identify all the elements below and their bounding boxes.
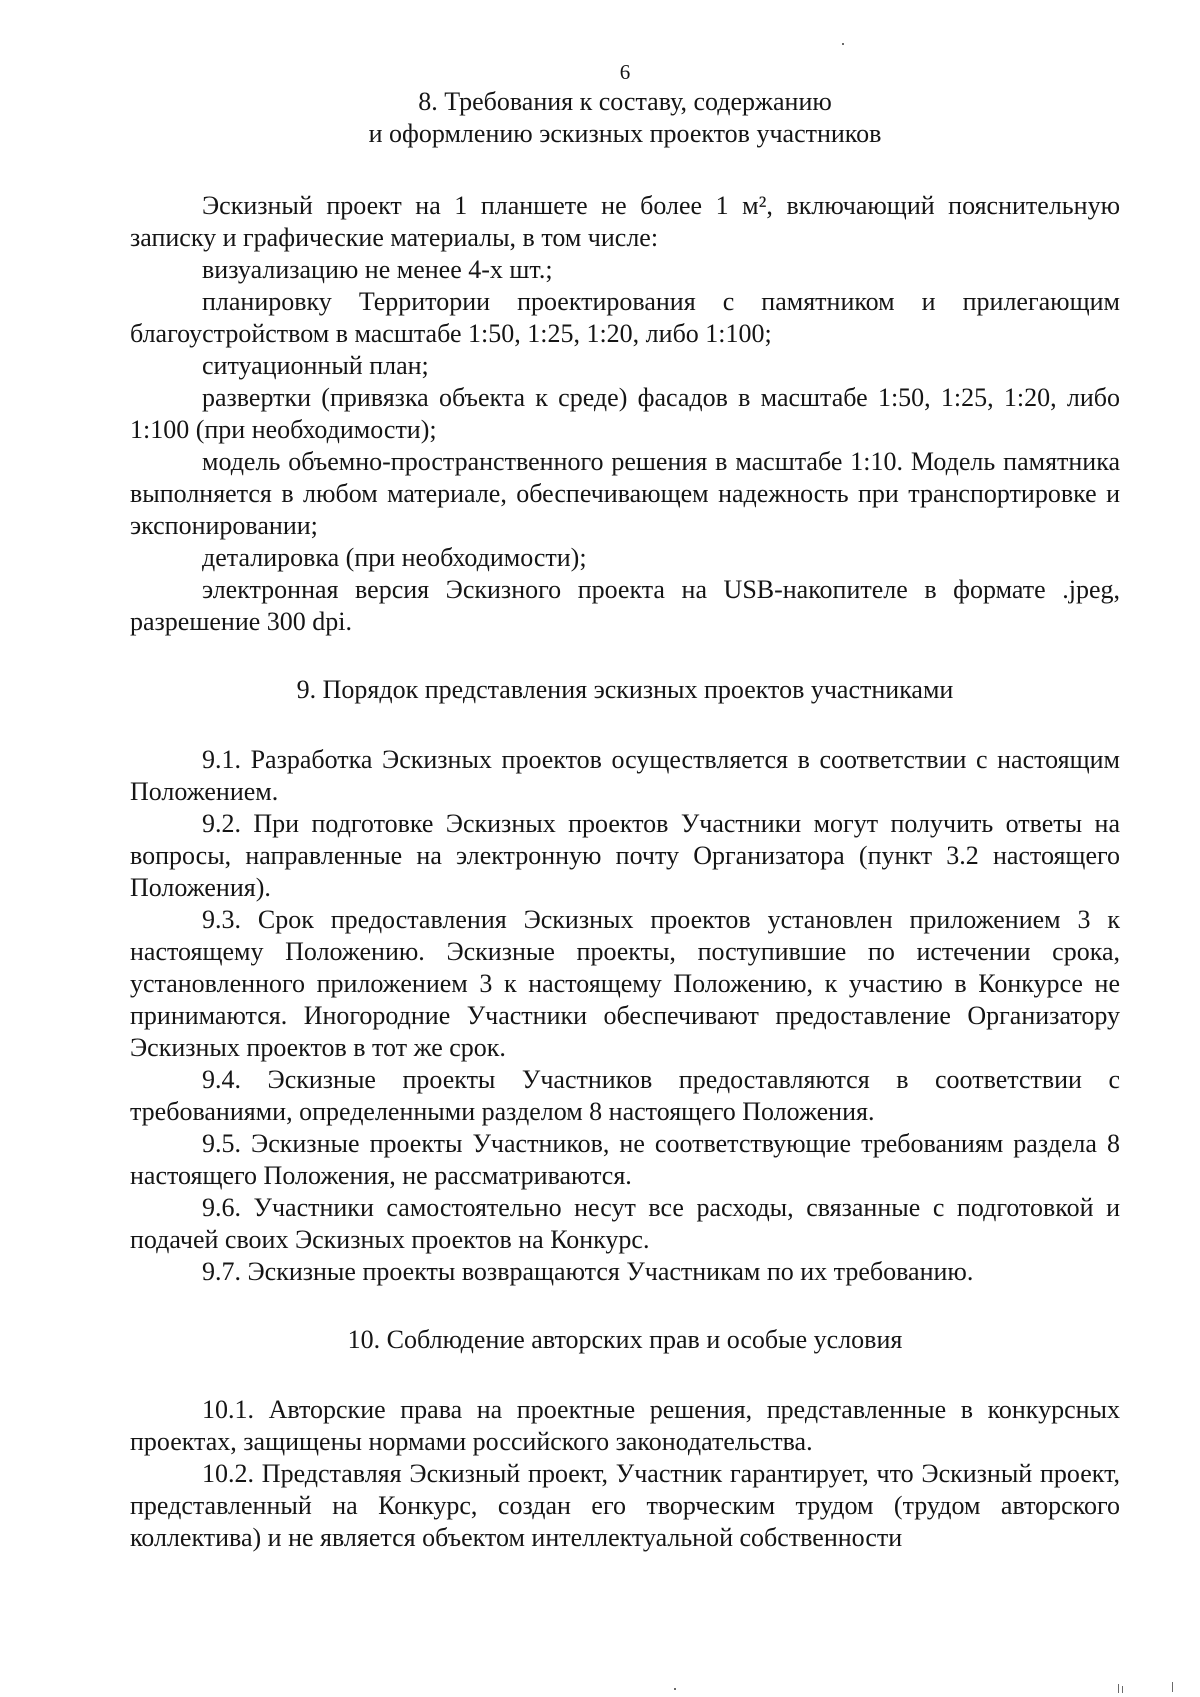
section-9-heading	[130, 674, 1120, 706]
paragraph: 9.3. Срок предоставления Эскизных проектов установлен приложением 3 к настоящему Положению. Эскизные проекты, поступившие по истечении срока, установленного приложением 3 к настоящему Положению, к участию в Конкурсе не принимаются. Иногородние Участники обеспечивают предоставление Организатору Эскизных проектов в тот же срок.	[130, 905, 1120, 1062]
paragraph: 9.4. Эскизные проекты Участников предоставляются в соответствии с требованиями, определенными разделом 8 настоящего Положения.	[130, 1065, 1120, 1126]
section-heading-line: 9. Порядок представления эскизных проектов участниками	[296, 675, 954, 704]
paragraph: модель объемно-пространственного решения в масштабе 1:10. Модель памятника выполняется в любом материале, обеспечивающем надежность при транспортировке и экспонировании;	[130, 447, 1120, 540]
section-10-heading	[130, 1324, 1120, 1356]
scan-speck	[1118, 1684, 1119, 1693]
section-8-heading	[130, 86, 1120, 150]
paragraph: развертки (привязка объекта к среде) фасадов в масштабе 1:50, 1:25, 1:20, либо 1:100 (при необходимости);	[130, 383, 1120, 444]
paragraph: Эскизный проект на 1 планшете не более 1 м², включающий пояснительную записку и графические материалы, в том числе:	[130, 191, 1120, 252]
section-heading-line: и оформлению эскизных проектов участников	[368, 119, 882, 148]
paragraph: 9.7. Эскизные проекты возвращаются Участникам по их требованию.	[202, 1257, 974, 1286]
paragraph: 9.6. Участники самостоятельно несут все расходы, связанные с подготовкой и подачей своих Эскизных проектов на Конкурс.	[130, 1193, 1120, 1254]
scan-speck	[1122, 1686, 1123, 1693]
section-heading-line: 8. Требования к составу, содержанию	[418, 87, 832, 116]
page-number: 6	[619, 60, 631, 84]
paragraph: ситуационный план;	[202, 351, 429, 380]
paragraph: 9.5. Эскизные проекты Участников, не соответствующие требованиям раздела 8 настоящего Положения, не рассматриваются.	[130, 1129, 1120, 1190]
paragraph: деталировка (при необходимости);	[202, 543, 587, 572]
paragraph: 10.2. Представляя Эскизный проект, Участник гарантирует, что Эскизный проект, представленный на Конкурс, создан его творческим трудом (трудом авторского коллектива) и не является объектом интеллектуальной собственности	[130, 1459, 1120, 1552]
section-8	[130, 86, 1120, 638]
scan-speck	[842, 43, 844, 45]
paragraph: 9.2. При подготовке Эскизных проектов Участники могут получить ответы на вопросы, направленные на электронную почту Организатора (пункт 3.2 настоящего Положения).	[130, 809, 1120, 902]
paragraph: планировку Территории проектирования с памятником и прилегающим благоустройством в масштабе 1:50, 1:25, 1:20, либо 1:100;	[130, 287, 1120, 348]
section-9	[130, 674, 1120, 1288]
document-page	[130, 58, 1120, 1554]
section-10	[130, 1324, 1120, 1554]
section-heading-line: 10. Соблюдение авторских прав и особые условия	[347, 1325, 903, 1354]
paragraph: 10.1. Авторские права на проектные решения, представленные в конкурсных проектах, защищены нормами российского законодательства.	[130, 1395, 1120, 1456]
paragraph: электронная версия Эскизного проекта на USB-накопителе в формате .jpeg, разрешение 300 dpi.	[130, 575, 1120, 636]
paragraph: 9.1. Разработка Эскизных проектов осуществляется в соответствии с настоящим Положением.	[130, 745, 1120, 806]
paragraph: визуализацию не менее 4-х шт.;	[202, 255, 553, 284]
scan-speck	[674, 1688, 676, 1690]
scan-speck	[1172, 1682, 1173, 1692]
